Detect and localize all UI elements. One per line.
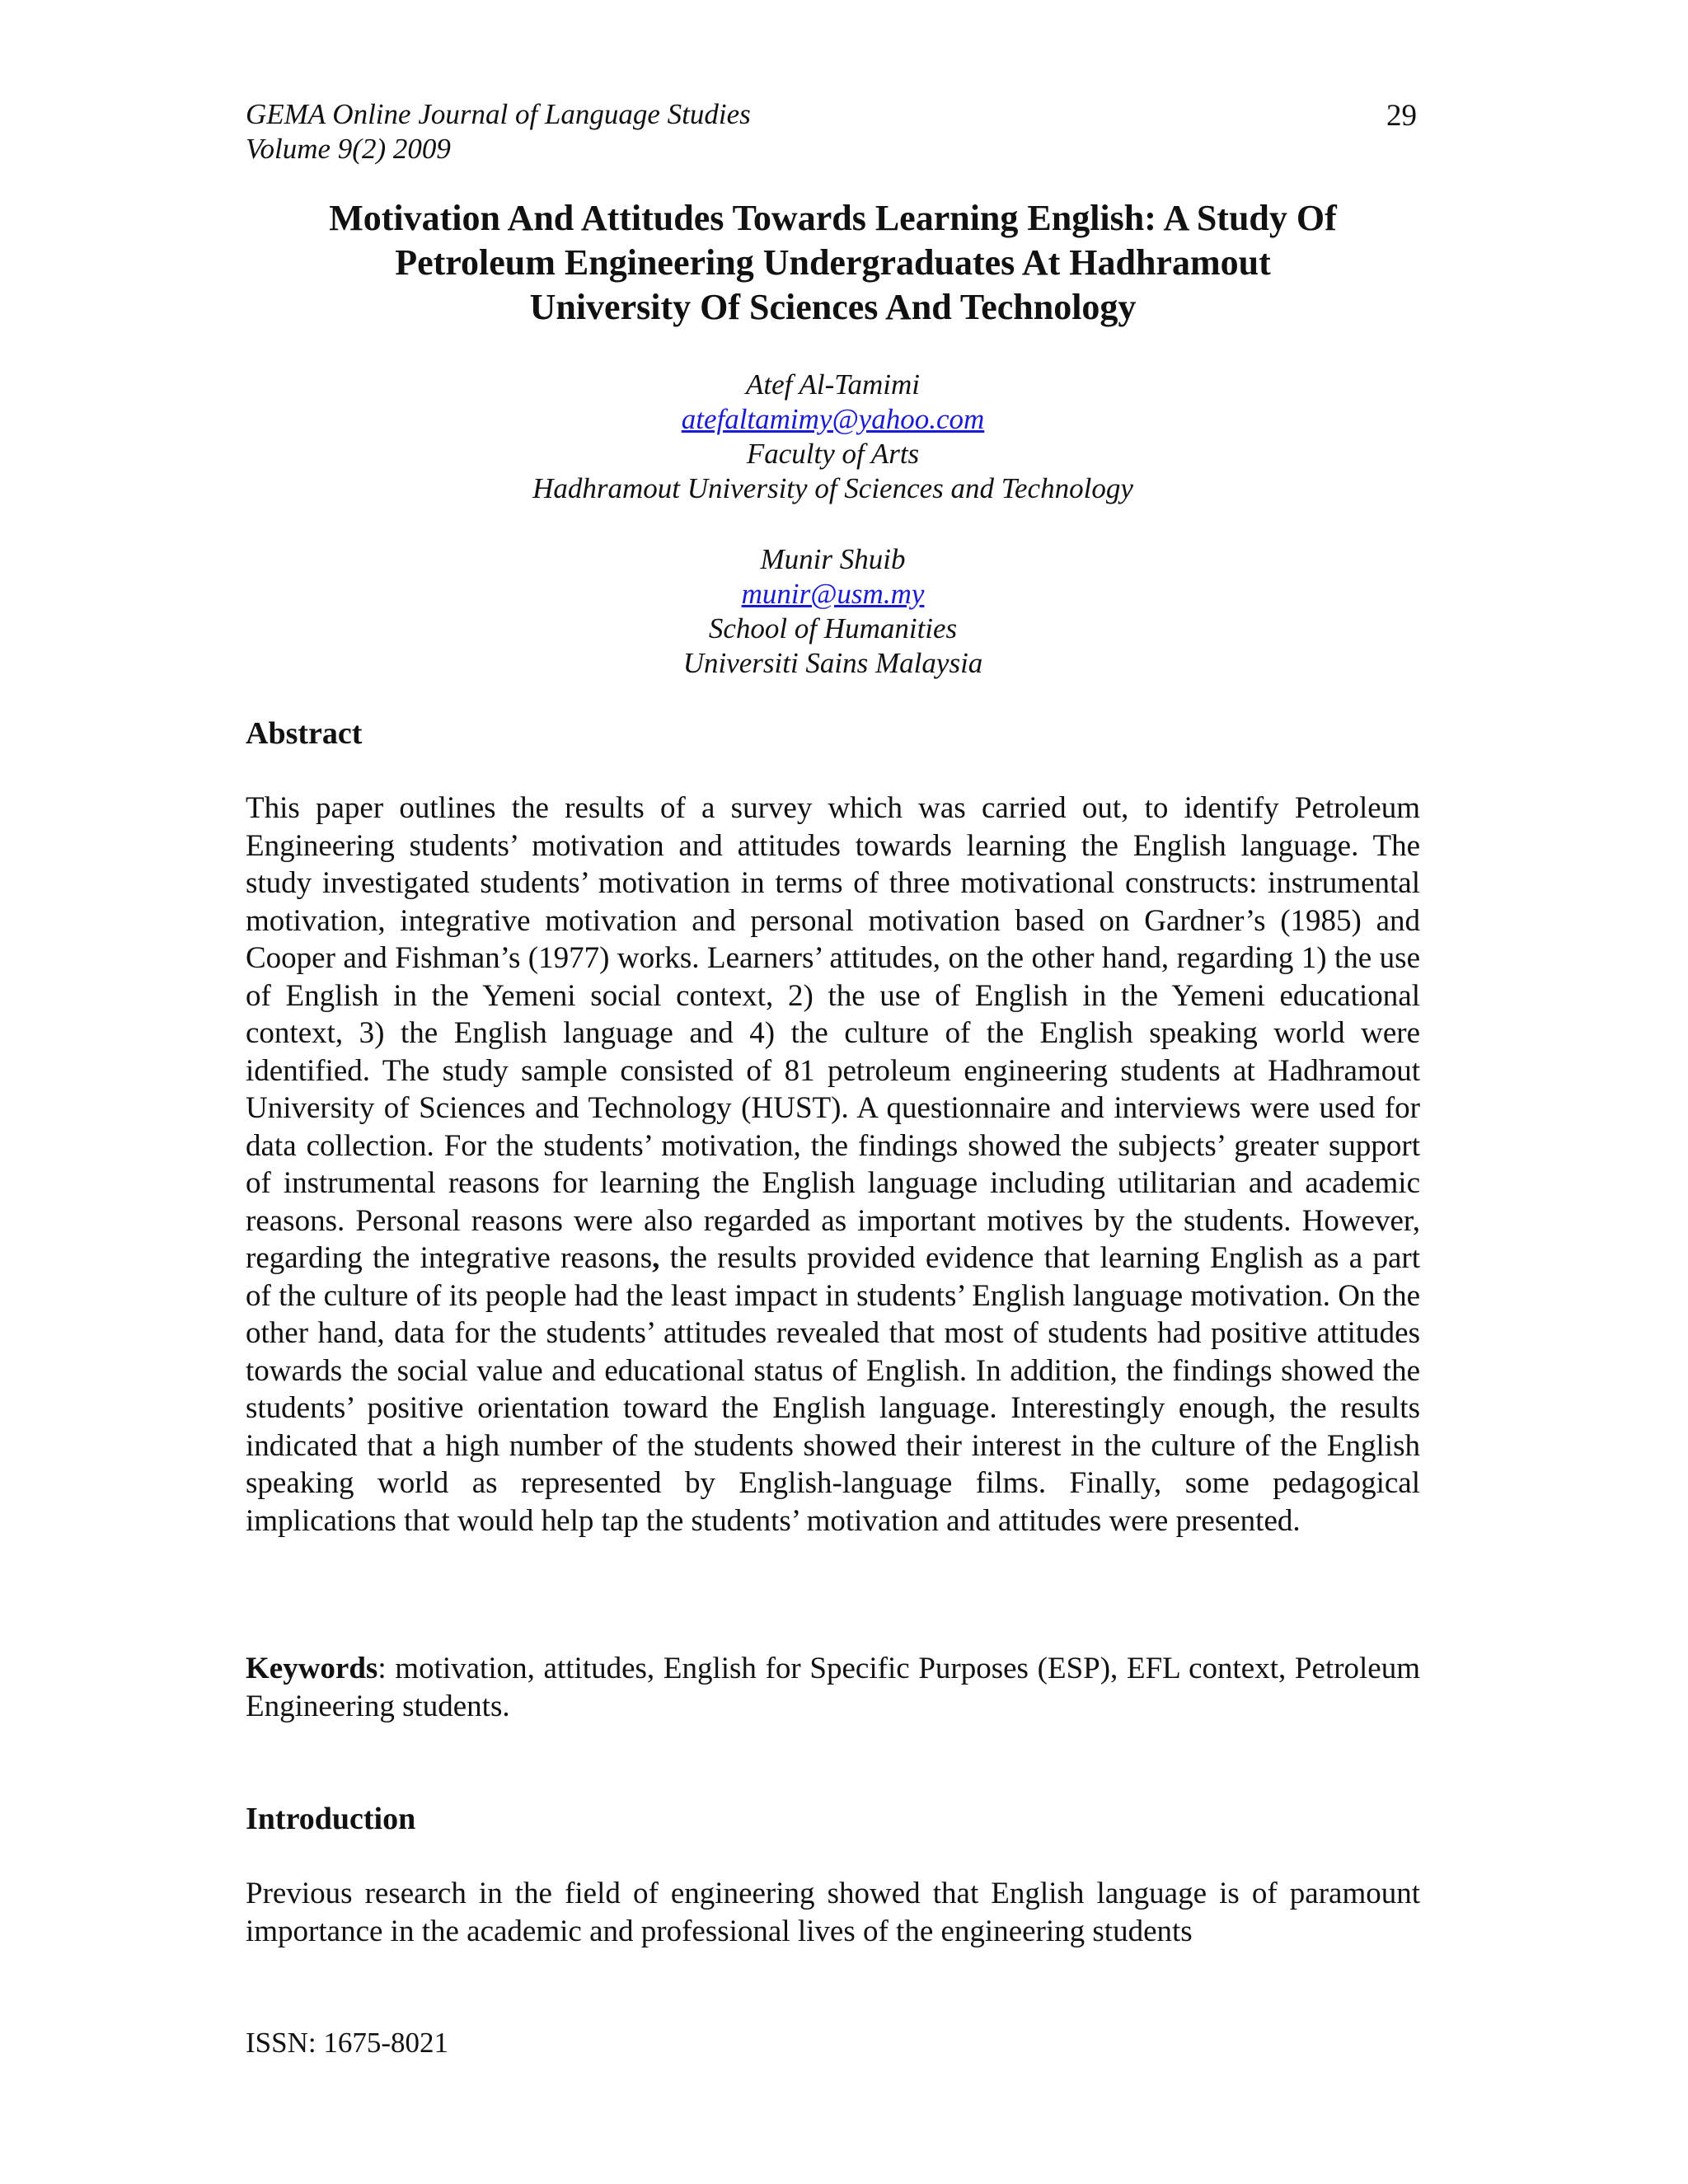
author-block [246,542,1420,681]
abstract-text [246,790,1420,1540]
abstract-text-part: the results provided evidence that learning English as a part of the culture of its people had the least impact in students’ English language motivation. On the other hand, data for the students’ attitudes revealed that most of students had positive attitudes towards the social value and educational status of English. In addition, the findings showed the students’ positive orientation toward the English language. Interestingly enough, the results indicated that a high number of the students showed their interest in the culture of the English speaking world as represented by English-language films. Finally, some pedagogical implications that would help tap the students’ motivation and attitudes were presented. [246,1241,1420,1538]
keywords-label: Keywords [246,1652,378,1685]
title-line: University Of Sciences And Technology [529,287,1137,327]
author-institution: Universiti Sains Malaysia [682,647,983,679]
keywords [246,1650,1420,1725]
author-email-link[interactable]: munir@usm.my [741,578,925,610]
paper-title [246,196,1420,330]
journal-name: GEMA Online Journal of Language Studies [246,98,751,130]
keywords-list: : motivation, attitudes, English for Specific Purposes (ESP), EFL context, Petroleum Engineering students. [246,1652,1420,1723]
abstract-text-part: This paper outlines the results of a survey which was carried out, to identify Petroleum Engineering students’ motivation and attitudes towards learning the English language. The study investigated students’ motivation in terms of three motivational constructs: instrumental motivation, integrative motivation and personal motivation based on Gardner’s (1985) and Cooper and Fishman’s (1977) works. Learners’ attitudes, on the other hand, regarding 1) the use of English in the Yemeni social context, 2) the use of English in the Yemeni educational context, 3) the English language and 4) the culture of the English speaking world were identified. The study sample consisted of 81 petroleum engineering students at Hadhramout University of Sciences and Technology (HUST). A questionnaire and interviews were used for data collection. For the students’ motivation, the findings showed the subjects’ greater support of instrumental reasons for learning the English language including utilitarian and academic reasons. Personal reasons were also regarded as important motives by the students. However, regarding the integrative reasons [246,791,1420,1275]
title-line: Petroleum Engineering Undergraduates At Hadhramout [395,242,1271,283]
running-header [246,97,751,166]
author-block [246,368,1420,506]
author-institution: Hadhramout University of Sciences and Technology [532,472,1133,504]
author-department: Faculty of Arts [746,438,920,470]
author-name: Munir Shuib [760,543,906,575]
introduction-heading: Introduction [246,1802,416,1836]
issn-footer: ISSN: 1675-8021 [246,2027,448,2059]
author-name: Atef Al-Tamimi [746,368,920,401]
abstract-bold-comma: , [652,1241,660,1275]
title-line: Motivation And Attitudes Towards Learning English: A Study Of [329,198,1337,238]
journal-volume: Volume 9(2) 2009 [246,133,451,165]
author-email-link[interactable]: atefaltamimy@yahoo.com [681,403,985,435]
introduction-text: Previous research in the field of engineering showed that English language is of paramount importance in the academic and professional lives of the engineering students [246,1877,1420,1948]
page-number: 29 [1386,99,1417,133]
abstract-heading: Abstract [246,716,363,751]
author-department: School of Humanities [708,612,958,644]
